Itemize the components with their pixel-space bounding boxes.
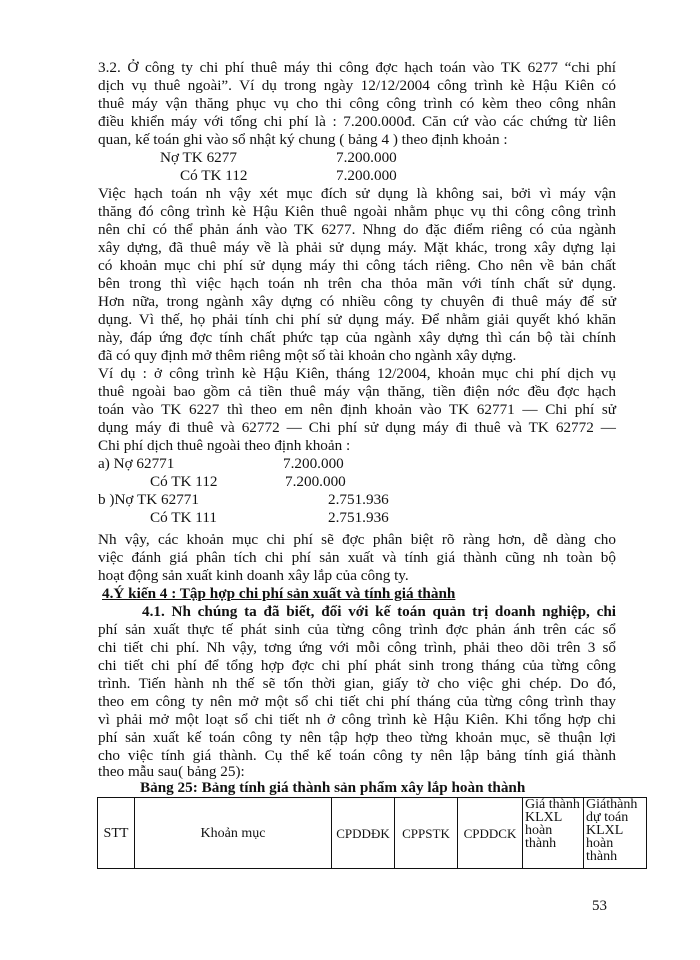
paragraph-line: theo em công ty nên mở một sổ chi tiết chi phí tháng của từng công trình thay bbox=[98, 693, 616, 710]
table-title: Bảng 25: Bảng tính giá thành sản phẩm xây lắp hoàn thành bbox=[140, 779, 526, 796]
paragraph-line: cho việc tính giá thành. Cụ thể kế toán công ty nên lập bảng tính giá thành bbox=[98, 747, 616, 764]
paragraph-line: hoạt động sản xuất kinh doanh xây lắp của công ty. bbox=[98, 567, 409, 584]
header-cpdddk: CPDDĐK bbox=[332, 798, 395, 869]
entry-a-credit-label: Có TK 112 bbox=[150, 473, 218, 490]
header-gia-thanh: Giá thành KLXL hoàn thành bbox=[523, 798, 584, 869]
paragraph-line: toán vào TK 6227 thì theo em nên định khoản vào TK 62771 — Chi phí sử bbox=[98, 401, 616, 418]
paragraph-line: phí sản xuất kế toán công ty nên tập hợp theo từng khoản mục, sẽ thuận lợi bbox=[98, 729, 616, 746]
paragraph-line: dụng máy đi thuê và 62772 — Chi phí sử dụng máy đi thuê và TK 62772 — bbox=[98, 419, 616, 436]
paragraph-line: dịch vụ thuê ngoài”. Ví dụ trong ngày 12/12/2004 công trình kè Hậu Kiên có bbox=[98, 77, 616, 94]
header-gia-thanh-du-toan: Giáthành dự toán KLXL hoàn thành bbox=[584, 798, 647, 869]
paragraph-line: quan, kế toán ghi vào sổ nhật ký chung ( bảng 4 ) theo định khoản : bbox=[98, 131, 508, 148]
entry-a-credit-amount: 7.200.000 bbox=[285, 473, 346, 490]
paragraph-line: nên chỉ có thể phản ánh vào TK 6277. Nhng do đặc điểm riêng có của ngành bbox=[98, 221, 616, 238]
paragraph-line: 4.1. Nh chúng ta đã biết, đối với kế toán quản trị doanh nghiệp, chi bbox=[142, 603, 616, 620]
paragraph-line: bên trong thì việc hạch toán nh trên cha thỏa mãn với tính chất sử dụng. bbox=[98, 275, 616, 292]
entry-b-amount: 2.751.936 bbox=[328, 491, 389, 508]
paragraph-line: có khoản mục chi phí sử dụng máy thi công tách riêng. Cho nên về bản chất bbox=[98, 257, 616, 274]
paragraph-line: Nh vậy, các khoản mục chi phí sẽ đợc phân biệt rõ ràng hơn, dễ dàng cho bbox=[98, 531, 616, 548]
paragraph-line: này, đáp ứng đợc tính chất phức tạp của ngành xây dựng thì cán bộ tài chính bbox=[98, 329, 616, 346]
entry-credit-label: Có TK 112 bbox=[180, 167, 248, 184]
paragraph-line: chi tiết chi phí. Nh vậy, tơng ứng với mỗi công trình, phải theo dõi trên 3 sổ bbox=[98, 639, 616, 656]
paragraph-line: Ví dụ : ở công trình kè Hậu Kiên, tháng 12/2004, khoản mục chi phí dịch vụ bbox=[98, 365, 616, 382]
paragraph-line: đã có quy định mở thêm riêng một số tài khoản cho ngành xây dựng. bbox=[98, 347, 517, 364]
header-cpddck: CPDDCK bbox=[458, 798, 523, 869]
cost-table bbox=[97, 797, 647, 869]
paragraph-line: trình. Tiến hành nh thế sẽ tốn thời gian, giấy tờ cho việc ghi chép. Do đó, bbox=[98, 675, 616, 692]
header-cppstk: CPPSTK bbox=[395, 798, 458, 869]
paragraph-line: theo mẫu sau( bảng 25): bbox=[98, 763, 245, 780]
entry-b-credit-amount: 2.751.936 bbox=[328, 509, 389, 526]
paragraph-line: thuê máy vận thăng phục vụ cho thi công công trình có kèm theo công nhân bbox=[98, 95, 616, 112]
paragraph-line: Hơn nữa, trong ngành xây dựng có nhiều công ty chuyên đi thuê máy để sử bbox=[98, 293, 616, 310]
header-stt: STT bbox=[98, 798, 135, 869]
paragraph-line: chi tiết chi phí để tổng hợp đợc chi phí phát sinh trong tháng của từng công bbox=[98, 657, 616, 674]
entry-b-label: b )Nợ TK 62771 bbox=[98, 491, 199, 508]
paragraph-line: dụng. Vì thế, họ phải tính chi phí sử dụng máy. Để nhằm giải quyết khó khăn bbox=[98, 311, 616, 328]
section-heading: 4.Ý kiến 4 : Tập hợp chi phí sản xuất và tính giá thành bbox=[102, 585, 456, 602]
page-number: 53 bbox=[592, 898, 607, 914]
paragraph-line: 3.2. Ở công ty chi phí thuê máy thi công đợc hạch toán vào TK 6277 “chi phí bbox=[98, 59, 616, 76]
header-khoan-muc: Khoản mục bbox=[135, 798, 332, 869]
paragraph-line: phí sản xuất thực tế phát sinh của từng công trình đợc phản ánh trên các sổ bbox=[98, 621, 616, 638]
entry-a-label: a) Nợ 62771 bbox=[98, 455, 175, 472]
paragraph-line: thuê ngoài bao gồm cả tiền thuê máy vận thăng, tiền điện nớc đều đợc hạch bbox=[98, 383, 616, 400]
entry-a-amount: 7.200.000 bbox=[283, 455, 344, 472]
paragraph-line: Chi phí dịch thuê ngoài theo định khoản : bbox=[98, 437, 351, 454]
table-header-row bbox=[98, 798, 647, 869]
paragraph-line: việc đánh giá phân tích chi phí sản xuất và tính giá thành cũng nh toàn bộ bbox=[98, 549, 616, 566]
paragraph-line: điều khiển máy với tổng chi phí là : 7.200.000đ. Căn cứ vào các chứng từ liên bbox=[98, 113, 616, 130]
entry-debit-amount: 7.200.000 bbox=[336, 149, 397, 166]
paragraph-line: thăng đó công trình kè Hậu Kiên thuê ngoài nhằm phục vụ thi công công trình bbox=[98, 203, 616, 220]
paragraph-line: Việc hạch toán nh vậy xét mục đích sử dụng là không sai, bởi vì máy vận bbox=[98, 185, 616, 202]
paragraph-line: xây dựng, đã thuê máy về là phải sử dụng máy. Mặt khác, trong xây dựng lại bbox=[98, 239, 616, 256]
entry-b-credit-label: Có TK 111 bbox=[150, 509, 217, 526]
entry-debit-label: Nợ TK 6277 bbox=[160, 149, 237, 166]
entry-credit-amount: 7.200.000 bbox=[336, 167, 397, 184]
paragraph-line: vì phải mở một loạt sổ chi tiết nh ở công trình kè Hậu Kiên. Khi tổng hợp chi bbox=[98, 711, 616, 728]
